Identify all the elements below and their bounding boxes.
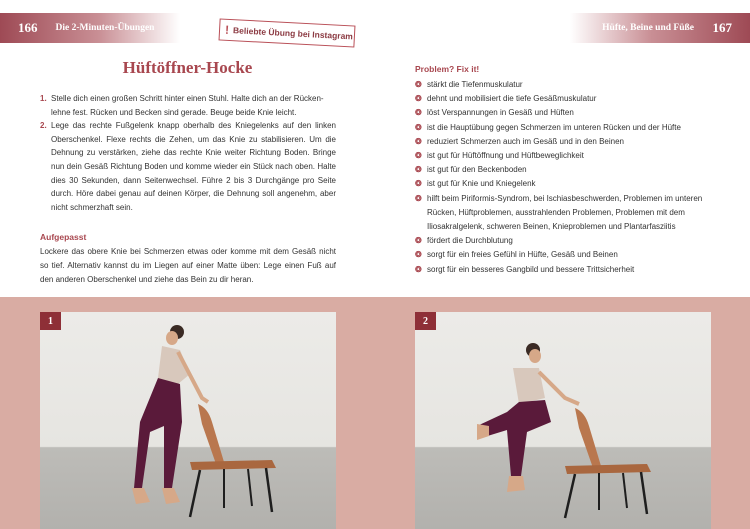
list-item-text: stärkt die Tiefenmuskulatur [427,80,523,89]
woman-standing-chair-photo [40,312,336,529]
bullet-icon: ❂ [415,151,422,161]
step-number: 1. [40,94,47,103]
photo-number-badge: 1 [40,312,61,330]
bullet-icon: ❂ [415,236,422,246]
right-running-head: Hüfte, Beine und Füße [602,23,694,33]
step-text: Lege das rechte Fußgelenk knapp oberhalb des Kniegelenks auf den linken Oberschenkel. Flexe rechts die Zehen, um das Knie zu stabilisieren. Um die Dehnung zu verstärken, ziehe das rechte Knie weiter Richtung Boden. Bringe nun dein Gesäß Richtung Boden und komme wieder ein Stück nach oben. Halte dies 30 Sekunden, dann Seitenwechsel. Führe 2 bis 3 Durchgänge pro Seite durch. Höre dabei genau auf deinen Körper, die Dehnung soll angenehm, aber nicht schmerzhaft sein. [51,121,336,212]
list-item [415,263,715,277]
bullet-icon: ❂ [415,165,422,175]
woman-figure [132,325,208,504]
step-text: Stelle dich einen großen Schritt hinter einen Stuhl. Halte dich an der Rücken- lehne fest. Rücken und Becken sind gerade. Beuge beide Knie leicht. [51,94,324,117]
list-item-text: sorgt für ein freies Gefühl in Hüfte, Gesäß und Beinen [427,250,618,260]
list-item-text: ist die Hauptübung gegen Schmerzen im unteren Rücken und der Hüfte [427,122,681,132]
bullet-icon: ❂ [415,136,422,146]
benefit-list [415,78,715,277]
left-page-number: 166 [18,20,38,35]
chair-illustration [565,408,651,518]
woman-squat-chair-photo [415,312,711,529]
chair-illustration [190,404,276,517]
instruction-steps [40,92,336,214]
exclamation-icon: ! [224,22,230,37]
note-text: Lockere das obere Knie bei Schmerzen etwas oder komme mit dem Gesäß nicht so tief. Alternativ kannst du im Liegen auf einer Matte üben: Lege einen Fuß auf den anderen Oberschenkel und ziehe das Bein zu dir heran. [40,247,336,285]
list-item-text: fördert die Durchblutung [427,236,513,246]
list-item [415,121,715,135]
photo-number-badge: 2 [415,312,436,330]
list-item-text: hilft beim Piriformis-Syndrom, bei Ischiasbeschwerden, Problemen im unteren Rücken, Hüftproblemen, ausstrahlenden Problemen, Problemen mit dem Iliosakralgelenk, schweren Beinen, Knieproblemen und Plantarfasziitis [427,193,703,232]
list-item [415,92,715,106]
bullet-icon: ❂ [415,80,422,89]
note-heading: Aufgepasst [40,232,87,242]
bullet-icon: ❂ [415,193,422,203]
woman-figure [477,343,579,492]
page-title: Hüftöffner-Hocke [122,58,253,77]
bullet-icon: ❂ [415,94,422,104]
right-page-number: 167 [712,20,732,35]
list-item-text: reduziert Schmerzen auch im Gesäß und in den Beinen [427,136,624,146]
step-item [40,92,336,119]
bullet-icon: ❂ [415,122,422,132]
list-item [415,135,715,149]
list-item-text: löst Verspannungen in Gesäß und Hüften [427,108,574,118]
list-item [415,234,715,248]
bullet-icon: ❂ [415,108,422,118]
step-number: 2. [40,121,47,131]
stamp-text: Beliebte Übung bei Instagram [232,25,354,42]
left-page-header [0,13,180,43]
list-item [415,163,715,177]
list-item [415,149,715,163]
section-heading: Problem? Fix it! [415,64,480,74]
list-item-text: ist gut für Hüftöffnung und Hüftbeweglichkeit [427,151,584,161]
bullet-icon: ❂ [415,264,422,274]
list-item-text: dehnt und mobilisiert die tiefe Gesäßmuskulatur [427,94,597,104]
bullet-icon: ❂ [415,179,422,189]
list-item-text: ist gut für den Beckenboden [427,165,527,175]
list-item [415,192,715,235]
list-item [415,248,715,262]
exercise-photo-1 [40,312,336,529]
step-item [40,119,336,214]
list-item-text: sorgt für ein besseres Gangbild und bessere Trittsicherheit [427,264,635,274]
exercise-photo-2 [415,312,711,529]
right-page-header [570,13,750,43]
list-item-text: ist gut für Knie und Kniegelenk [427,179,536,189]
bullet-icon: ❂ [415,250,422,260]
instagram-stamp [219,18,356,47]
list-item [415,106,715,120]
left-running-head: Die 2-Minuten-Übungen [55,23,155,33]
list-item [415,177,715,191]
list-item [415,78,715,92]
